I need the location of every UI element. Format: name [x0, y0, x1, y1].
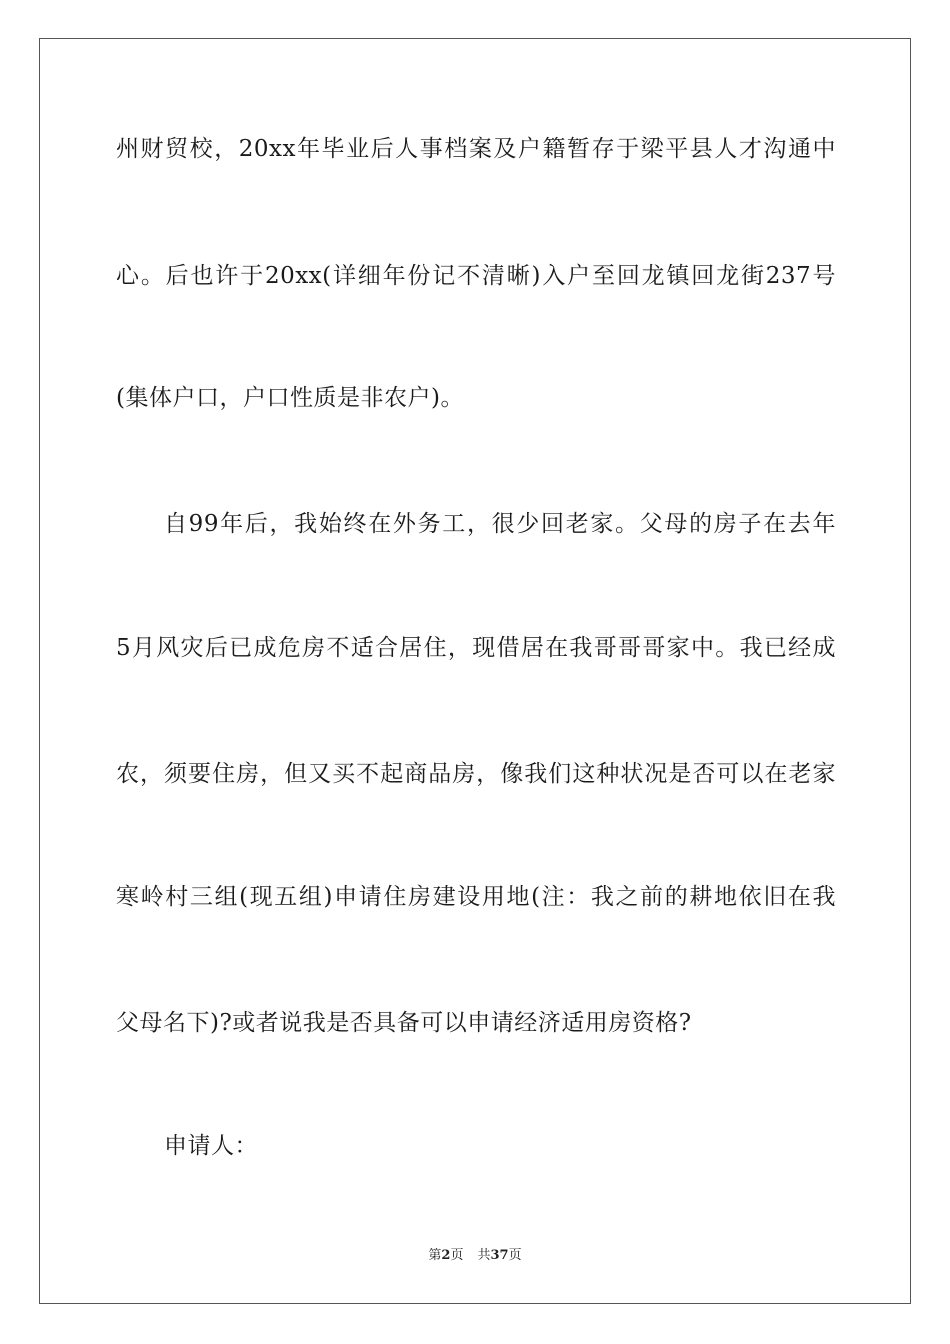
paragraph-line-5: 5月风灾后已成危房不适合居住，现借居在我哥哥哥家中。我已经成	[116, 635, 836, 661]
paragraph-line-7: 寒岭村三组(现五组)申请住房建设用地(注：我之前的耕地依旧在我	[116, 884, 836, 910]
paragraph-line-6: 农，须要住房，但又买不起商品房，像我们这种状况是否可以在老家	[116, 761, 836, 787]
paragraph-line-8: 父母名下)?或者说我是否具备可以申请经济适用房资格?	[116, 1010, 692, 1036]
page-border	[39, 38, 911, 1304]
paragraph-line-1: 州财贸校，20xx年毕业后人事档案及户籍暂存于梁平县人才沟通中	[116, 136, 836, 162]
total-pages: 37	[490, 1248, 509, 1263]
paragraph-line-4: 自99年后，我始终在外务工，很少回老家。父母的房子在去年	[164, 511, 836, 537]
page-footer	[0, 1247, 950, 1265]
page-suffix: 页	[450, 1248, 464, 1263]
applicant-label: 申请人：	[164, 1133, 258, 1159]
page-prefix: 第	[428, 1248, 442, 1263]
page-number: 2	[441, 1248, 451, 1263]
total-suffix: 页	[508, 1248, 522, 1263]
paragraph-line-3: (集体户口，户口性质是非农户)。	[116, 385, 464, 411]
total-prefix: 共	[477, 1248, 491, 1263]
paragraph-line-2: 心。后也许于20xx(详细年份记不清晰)入户至回龙镇回龙街237号	[116, 263, 836, 289]
